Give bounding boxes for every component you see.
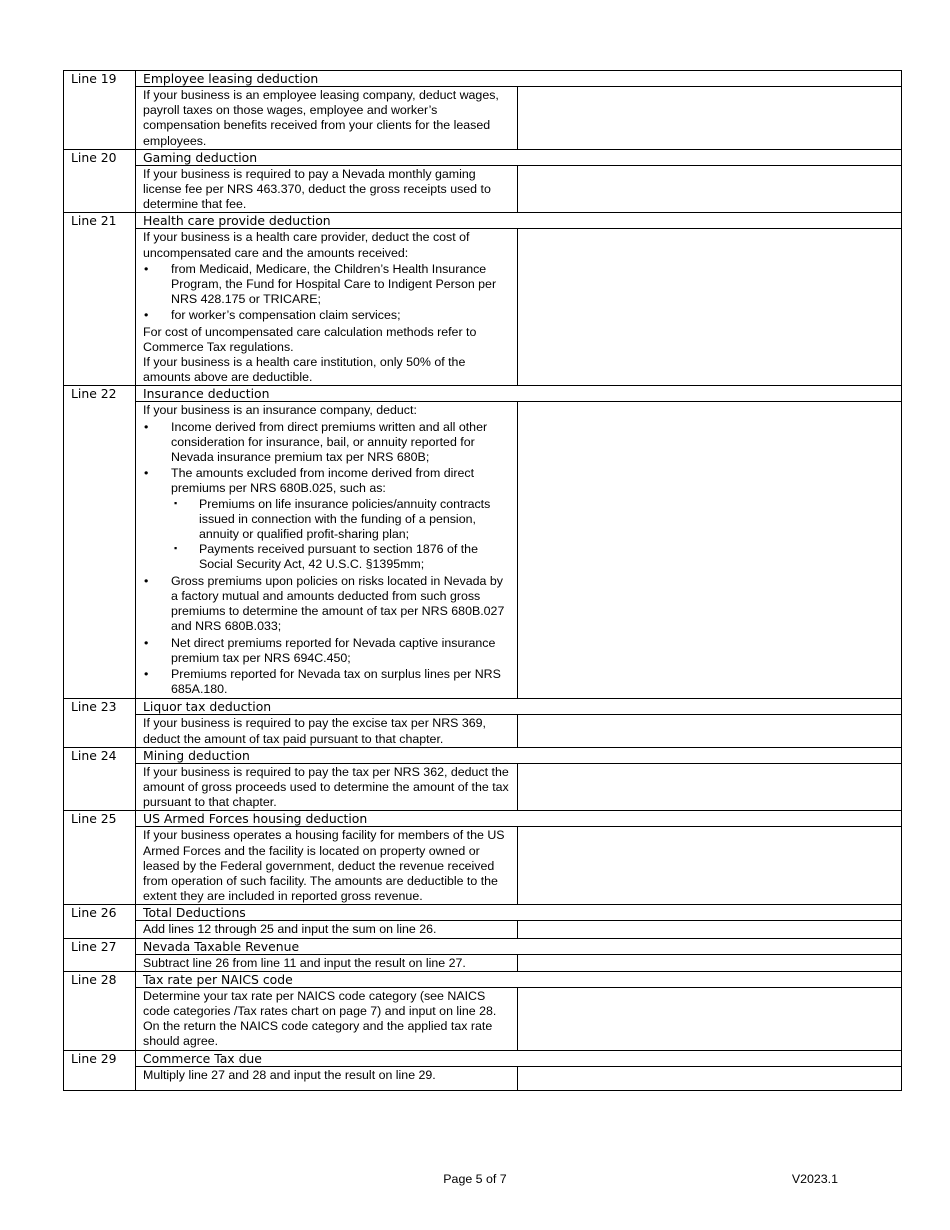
- entry-cell: [518, 921, 902, 938]
- description-text: If your business is required to pay a Nevada monthly gaming license fee per NRS 463.370, deduct the gross receipts used to determine that fee.: [143, 166, 491, 212]
- entry-cell: [518, 827, 902, 905]
- line-number: Line 21: [64, 213, 136, 386]
- description-text: If your business is a health care institution, only 50% of the amounts above are deductible.: [143, 355, 466, 385]
- description-text: If your business is an insurance company, deduct:: [143, 403, 417, 418]
- line-description: [136, 165, 518, 213]
- table-row: [64, 811, 902, 827]
- description-text: Subtract line 26 from line 11 and input the result on line 27.: [143, 955, 466, 970]
- line-title: Insurance deduction: [136, 386, 902, 402]
- description-text: If your business is required to pay the excise tax per NRS 369, deduct the amount of tax paid pursuant to that chapter.: [143, 716, 486, 746]
- description-text: Add lines 12 through 25 and input the sum on line 26.: [143, 922, 437, 937]
- line-title: Mining deduction: [136, 747, 902, 763]
- bullet-icon: •: [144, 635, 149, 650]
- description-text: For cost of uncompensated care calculation methods refer to Commerce Tax regulations.: [143, 324, 477, 354]
- description-text: If your business is required to pay the tax per NRS 362, deduct the amount of gross proceeds used to determine the amount of the tax pursuant to that chapter.: [143, 764, 509, 810]
- table-row: [64, 71, 902, 87]
- bullet-icon: •: [144, 573, 149, 588]
- line-title: Liquor tax deduction: [136, 699, 902, 715]
- description-text: Multiply line 27 and 28 and input the result on line 29.: [143, 1067, 436, 1082]
- page-number: Page 5 of 7: [443, 1172, 507, 1186]
- line-title: Total Deductions: [136, 905, 902, 921]
- line-number: Line 26: [64, 905, 136, 938]
- line-title: Commerce Tax due: [136, 1050, 902, 1066]
- version-label: V2023.1: [791, 1172, 838, 1186]
- entry-cell: [518, 1066, 902, 1090]
- line-number: Line 25: [64, 811, 136, 905]
- table-row: [64, 1050, 902, 1066]
- table-row: [64, 827, 902, 905]
- line-title: Health care provide deduction: [136, 213, 902, 229]
- table-row: [64, 747, 902, 763]
- list-item: • Net direct premiums reported for Nevada captive insurance premium tax per NRS 694C.450;: [144, 635, 496, 665]
- list-item: ▪ Premiums on life insurance policies/annuity contracts issued in connection with the funding of a pension, annuity or qualified profit-sharing plan;: [174, 496, 491, 542]
- table-row: [64, 386, 902, 402]
- list-item: • Income derived from direct premiums written and all other consideration for insurance, bail, or annuity reported for Nevada insurance premium tax per NRS 680B;: [144, 419, 488, 465]
- table-row: [64, 213, 902, 229]
- entry-cell: [518, 715, 902, 747]
- line-description: [136, 763, 518, 811]
- line-description: [136, 954, 518, 971]
- entry-cell: [518, 87, 902, 150]
- bullet-icon: •: [144, 419, 149, 434]
- table-row: [64, 149, 902, 165]
- line-description: [136, 1066, 518, 1090]
- entry-cell: [518, 402, 902, 699]
- bullet-icon: •: [144, 666, 149, 681]
- line-number: Line 22: [64, 386, 136, 699]
- line-number: Line 27: [64, 938, 136, 971]
- entry-cell: [518, 763, 902, 811]
- entry-cell: [518, 987, 902, 1050]
- line-title: US Armed Forces housing deduction: [136, 811, 902, 827]
- line-number: Line 20: [64, 149, 136, 213]
- line-title: Nevada Taxable Revenue: [136, 938, 902, 954]
- list-item: • for worker’s compensation claim services;: [144, 308, 401, 323]
- table-row: [64, 921, 902, 938]
- entry-cell: [518, 165, 902, 213]
- line-description: [136, 229, 518, 386]
- bullet-icon: •: [144, 466, 149, 481]
- square-bullet-icon: ▪: [174, 543, 178, 554]
- table-row: [64, 1066, 902, 1090]
- line-number: Line 23: [64, 699, 136, 747]
- entry-cell: [518, 229, 902, 386]
- table-row: [64, 971, 902, 987]
- list-item: • Premiums reported for Nevada tax on surplus lines per NRS 685A.180.: [144, 666, 501, 697]
- list-item: ▪ Payments received pursuant to section 1876 of the Social Security Act, 42 U.S.C. §1395mm;: [174, 542, 478, 572]
- list-item: • The amounts excluded from income derived from direct premiums per NRS 680B.025, such as: ▪ Premiums on life insurance policies/annuity contracts issued in connection with the funding of a pension, annuity or qualified profit-sharing plan; ▪ Payments received pursuant to section 1876 of the Social Security Act, 42 U.S.C. §1395mm;: [143, 466, 513, 572]
- description-text: If your business is an employee leasing company, deduct wages, payroll taxes on those wages, employee and worker’s compensation benefits received from your clients for the leased employees.: [143, 88, 499, 148]
- description-text: If your business operates a housing facility for members of the US Armed Forces and the facility is located on property owned or leased by the Federal government, deduct the revenue received from operation of such facility. The amounts are deductible to the extent they are included in reported gross revenue.: [143, 828, 505, 904]
- entry-cell: [518, 954, 902, 971]
- table-row: [64, 938, 902, 954]
- line-title: Employee leasing deduction: [136, 71, 902, 87]
- list-item: • Gross premiums upon policies on risks located in Nevada by a factory mutual and amounts deducted from such gross premiums to determine the amount of tax per NRS 680B.027 and NRS 680B.033;: [144, 573, 505, 634]
- table-row: [64, 402, 902, 699]
- table-row: [64, 905, 902, 921]
- table-row: [64, 954, 902, 971]
- table-row: [64, 165, 902, 213]
- table-row: [64, 229, 902, 386]
- table-row: [64, 87, 902, 150]
- bullet-icon: •: [144, 261, 149, 276]
- line-description: [136, 827, 518, 905]
- description-text: Determine your tax rate per NAICS code category (see NAICS code categories /Tax rates chart on page 7) and input on line 28. On the return the NAICS code category and the applied tax rate should agree.: [143, 988, 497, 1049]
- line-title: Tax rate per NAICS code: [136, 971, 902, 987]
- table-row: [64, 987, 902, 1050]
- table-row: [64, 715, 902, 747]
- sub-bullet-list: [171, 497, 513, 573]
- bullet-icon: •: [144, 308, 149, 323]
- line-description: [136, 715, 518, 747]
- list-item: • from Medicaid, Medicare, the Children’s Health Insurance Program, the Fund for Hospital Care to Indigent Person per NRS 428.175 or TRICARE;: [144, 261, 497, 307]
- square-bullet-icon: ▪: [174, 497, 178, 508]
- line-number: Line 19: [64, 71, 136, 150]
- line-description: [136, 87, 518, 150]
- bullet-list: [143, 262, 513, 324]
- line-description: [136, 987, 518, 1050]
- table-row: [64, 699, 902, 715]
- line-description: [136, 921, 518, 938]
- table-row: [64, 763, 902, 811]
- line-number: Line 29: [64, 1050, 136, 1090]
- bullet-list: [143, 420, 513, 698]
- line-description: [136, 402, 518, 699]
- line-number: Line 24: [64, 747, 136, 811]
- line-number: Line 28: [64, 971, 136, 1050]
- description-text: If your business is a health care provider, deduct the cost of uncompensated care and the amounts received:: [143, 230, 470, 260]
- line-title: Gaming deduction: [136, 149, 902, 165]
- instructions-table: [63, 70, 902, 1091]
